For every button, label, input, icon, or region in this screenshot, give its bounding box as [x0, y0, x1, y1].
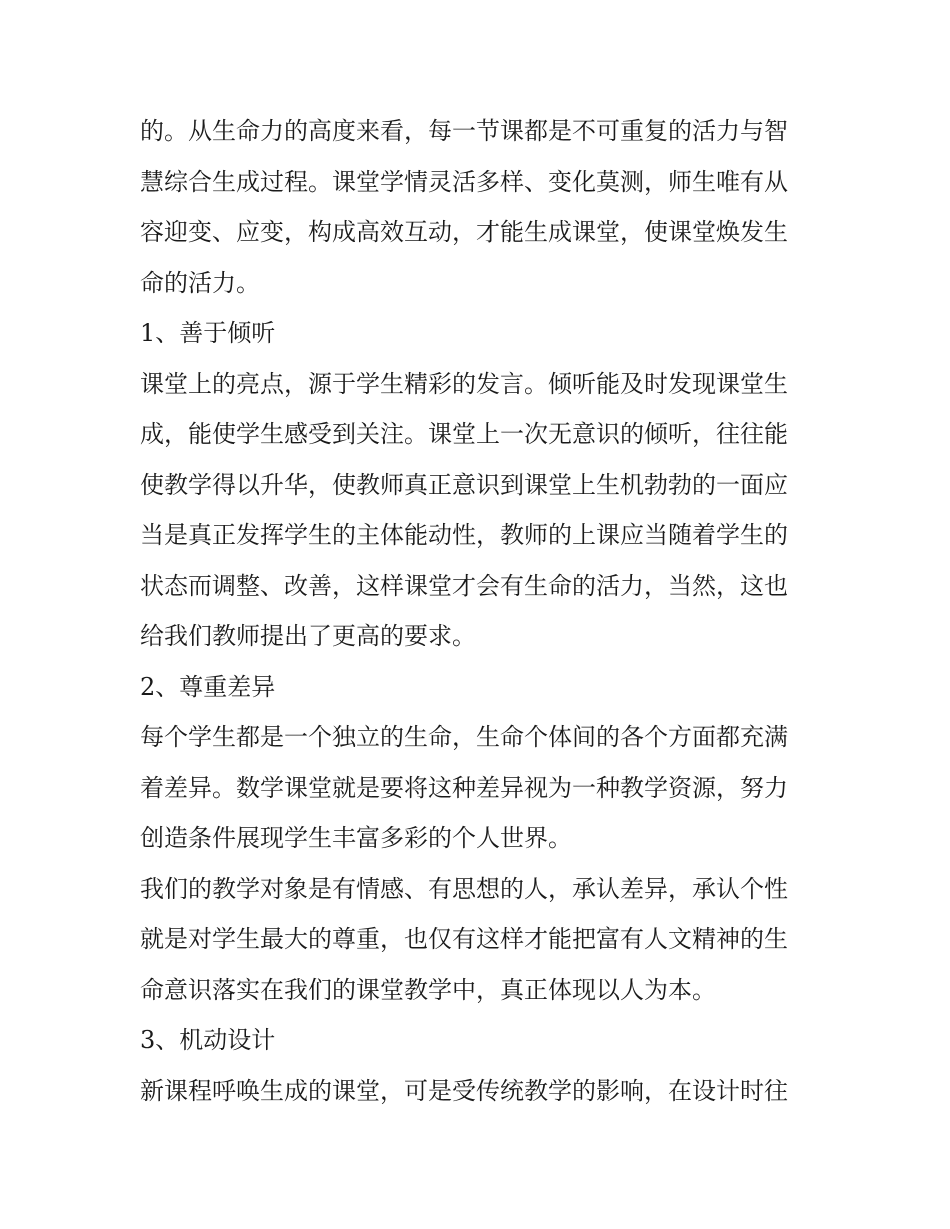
text-line: 就是对学生最大的尊重，也仅有这样才能把富有人文精神的生 — [140, 925, 788, 953]
text-line: 课堂上的亮点，源于学生精彩的发言。倾听能及时发现课堂生 — [140, 369, 788, 398]
section-heading-flexible-design: 3、机动设计 — [140, 1026, 276, 1054]
text-line: 使教学得以升华，使教师真正意识到课堂上生机勃勃的一面应 — [140, 470, 788, 499]
document-body — [140, 106, 812, 1116]
text-line: 命的活力。 — [140, 268, 260, 297]
text-line: 我们的教学对象是有情感、有思想的人，承认差异，承认个性 — [140, 874, 788, 903]
section-heading-differences: 2、尊重差异 — [140, 672, 276, 701]
text-line: 每个学生都是一个独立的生命，生命个体间的各个方面都充满 — [140, 723, 788, 751]
section-heading-listening: 1、善于倾听 — [140, 319, 276, 347]
text-line: 命意识落实在我们的课堂教学中，真正体现以人为本。 — [140, 975, 716, 1004]
text-line: 给我们教师提出了更高的要求。 — [140, 622, 476, 650]
text-line: 着差异。数学课堂就是要将这种差异视为一种教学资源，努力 — [140, 773, 788, 802]
text-line: 创造条件展现学生丰富多彩的个人世界。 — [140, 824, 572, 852]
text-line: 新课程呼唤生成的课堂，可是受传统教学的影响，在设计时往 — [140, 1076, 788, 1105]
text-line: 慧综合生成过程。课堂学情灵活多样、变化莫测，师生唯有从 — [140, 167, 788, 196]
text-line: 成，能使学生感受到关注。课堂上一次无意识的倾听，往往能 — [140, 420, 788, 448]
text-line: 状态而调整、改善，这样课堂才会有生命的活力，当然，这也 — [140, 571, 788, 600]
text-line: 当是真正发挥学生的主体能动性，教师的上课应当随着学生的 — [140, 521, 788, 549]
text-line: 容迎变、应变，构成高效互动，才能生成课堂，使课堂焕发生 — [140, 218, 788, 246]
text-line: 的。从生命力的高度来看，每一节课都是不可重复的活力与智 — [140, 117, 788, 145]
